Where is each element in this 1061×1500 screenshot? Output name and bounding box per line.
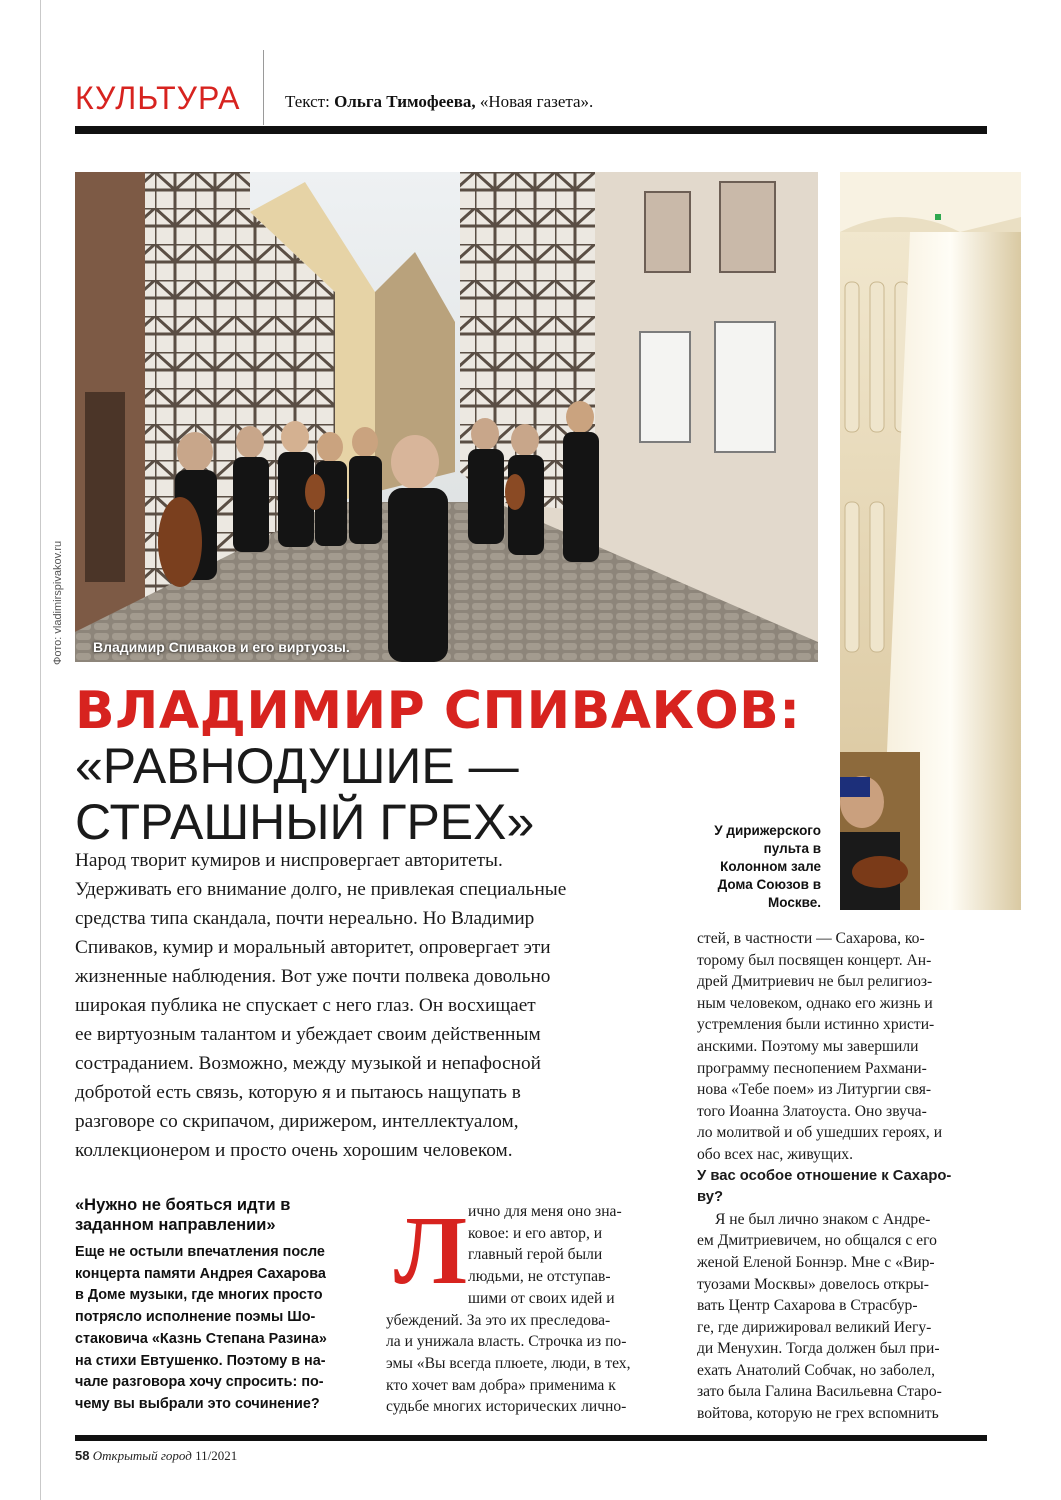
issue-number: 11/2021 (195, 1448, 238, 1463)
credit-label: Текст: (285, 92, 330, 111)
answer-line: нова «Тебе поем» из Литургии свя- (697, 1081, 932, 1099)
subhead-line: «Нужно не бояться идти в (75, 1196, 291, 1214)
lead-line: разговоре со скрипачом, дирижером, интеллектуалом, (75, 1111, 519, 1132)
photo-credit: Фото: vladimirspivakov.ru (52, 540, 64, 665)
answer-line: эмы «Вы всегда плюете, люди, в тех, (386, 1354, 631, 1372)
street-orchestra-illustration (75, 172, 818, 662)
side-photo-caption (671, 822, 821, 912)
answer-line: ехать Анатолий Собчак, но заболел, (697, 1361, 936, 1379)
header-divider (263, 50, 264, 125)
side-caption-line: пульта в (763, 841, 821, 856)
answer-line: того Иоанна Златоуста. Оно звуча- (697, 1102, 927, 1120)
side-caption-line: Колонном зале (720, 859, 821, 874)
answer-line: ла и унижала власть. Строчка из по- (386, 1333, 627, 1351)
concert-hall-illustration (840, 172, 1021, 910)
question-line: чему вы выбрали это сочинение? (75, 1395, 320, 1412)
headline-quote (75, 738, 534, 850)
answer-line: ло молитвой и об ушедших героях, и (697, 1124, 943, 1142)
answer-line: стей, в частности — Сахарова, ко- (697, 930, 925, 947)
answer-line: обо всех нас, живущих. (697, 1145, 853, 1163)
answer-column-3 (697, 928, 987, 1425)
answer-line: ковое: и его автор, и (468, 1224, 603, 1242)
lead-line: добротой есть связь, которую я и пытаюсь нащупать в (75, 1082, 521, 1103)
side-caption-line: Дома Союзов в (717, 877, 821, 892)
lead-line: ее виртуозным талантом и убеждает своим действенным (75, 1024, 541, 1045)
answer-line: ем Дмитриевичем, но общался с его (697, 1232, 937, 1250)
side-photo (840, 172, 1021, 910)
answer-line: шими от своих идей и (468, 1289, 615, 1307)
question-line: концерта памяти Андрея Сахарова (75, 1265, 326, 1282)
question-line: потрясло исполнение поэмы Шо- (75, 1309, 316, 1326)
answer-line: ди Менухин. Тогда должен был при- (697, 1340, 940, 1358)
question-line: чале разговора хочу спросить: по- (75, 1374, 324, 1391)
answer-line: дрей Дмитриевич не был религиоз- (697, 973, 933, 991)
headline-quote-line: «РАВНОДУШИЕ — (75, 738, 519, 794)
page-number: 58 (75, 1448, 90, 1463)
question-line: на стихи Евтушенко. Поэтому в на- (75, 1352, 326, 1369)
header-rule (75, 126, 987, 134)
interview-question (75, 1242, 375, 1416)
credit-source: «Новая газета». (479, 92, 594, 111)
answer-line: устремления были истинно христи- (697, 1016, 935, 1034)
question-line: стаковича «Казнь Степана Разина» (75, 1330, 327, 1347)
lead-line: Народ творит кумиров и ниспровергает авторитеты. (75, 850, 503, 871)
answer-line: главный герой были (468, 1246, 603, 1264)
question-line: в Доме музыки, где многих просто (75, 1287, 323, 1304)
question-line: Еще не остыли впечатления после (75, 1244, 325, 1260)
headline-quote-line: СТРАШНЫЙ ГРЕХ» (75, 794, 535, 850)
lead-line: средства типа скандала, почти нереально. Но Владимир (75, 908, 535, 929)
headline-name: ВЛАДИМИР СПИВАКОВ: (75, 681, 801, 741)
lead-line: коллекционером и просто очень хорошим человеком. (75, 1140, 513, 1161)
lead-line: состраданием. Возможно, между музыкой и непафосной (75, 1053, 541, 1074)
section-title: КУЛЬТУРА (75, 80, 241, 116)
answer-line: людьми, не отступав- (468, 1268, 611, 1286)
answer-line: программу песнопением Рахмани- (697, 1059, 927, 1077)
interview-subhead (75, 1195, 375, 1235)
lead-line: жизненные наблюдения. Вот уже почти полвека довольно (75, 966, 551, 987)
answer-line: ге, где дирижировал великий Иегу- (697, 1318, 932, 1336)
author-credit (285, 92, 593, 112)
answer-line: женой Еленой Боннэр. Мне с «Вир- (697, 1253, 935, 1271)
lead-paragraph (75, 846, 687, 1165)
magazine-name: Открытый город (92, 1448, 192, 1463)
interview-question-2: У вас особое отношение к Сахаро- (697, 1167, 952, 1184)
answer-line: вать Центр Сахарова в Страсбур- (697, 1297, 918, 1315)
drop-cap: Л (394, 1197, 468, 1305)
answer-line: войтова, которую не грех вспомнить (697, 1405, 939, 1423)
answer-line: ично для меня оно зна- (468, 1203, 622, 1220)
side-caption-line: Москве. (768, 895, 821, 910)
photo-caption: Владимир Спиваков и его виртуозы. (93, 639, 350, 655)
answer-line: анскими. Поэтому мы завершили (697, 1037, 919, 1055)
answer-line: зато была Галина Васильевна Старо- (697, 1383, 942, 1401)
answer-line: туозами Москвы» довелось откры- (697, 1275, 929, 1293)
side-caption-line: У дирижерского (714, 823, 821, 838)
answer-line: ным человеком, однако его жизнь и (697, 994, 933, 1012)
margin-line (40, 0, 41, 1500)
lead-line: Спиваков, кумир и моральный авторитет, опровергает эти (75, 937, 551, 958)
answer-line: Я не был лично знаком с Андре- (715, 1210, 931, 1228)
answer-line: убеждений. За это их преследова- (386, 1311, 611, 1329)
lead-line: широкая публика не спускает с него глаз. Он восхищает (75, 995, 536, 1016)
lead-line: Удерживать его внимание долго, не привлекая специальные (75, 879, 567, 900)
answer-column-2 (386, 1197, 676, 1418)
answer-line: торому был посвящен концерт. Ан- (697, 951, 932, 969)
footer-rule (75, 1435, 987, 1441)
subhead-line: заданном направлении» (75, 1216, 276, 1234)
answer-line: судьбе многих исторических лично- (386, 1398, 627, 1416)
page-footer (75, 1448, 237, 1464)
credit-author: Ольга Тимофеева, (334, 92, 476, 111)
answer-line: кто хочет вам добра» применима к (386, 1376, 616, 1394)
main-photo (75, 172, 818, 662)
interview-question-2: ву? (697, 1189, 723, 1206)
